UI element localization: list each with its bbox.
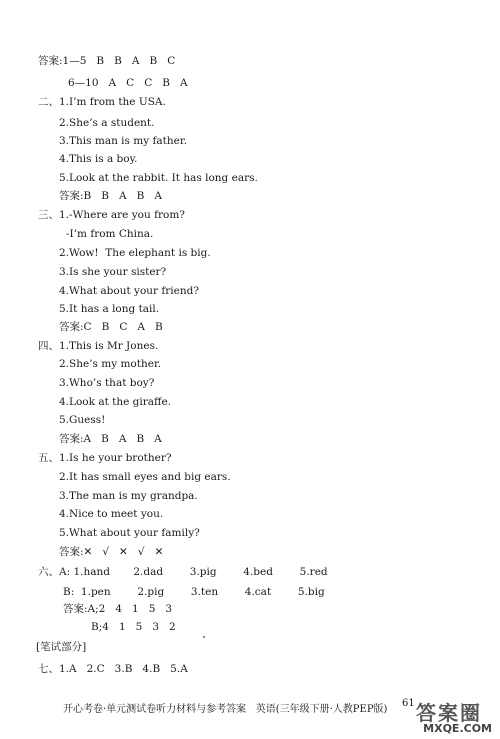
answer-line-1: 答案:1—5 B B A B C (38, 55, 176, 67)
section-6-row-b: B: 1.pen 2.pig 3.ten 4.cat 5.big (63, 586, 325, 598)
section-6-answer-b: B;4 1 5 3 2 (91, 621, 176, 633)
watermark-bottom: MXQE.COM (423, 722, 492, 735)
section-4-item-2: 2.She’s my mother. (59, 358, 162, 370)
section-3-item-5: 5.It has a long tail. (59, 303, 160, 315)
section-3-item-4: 4.What about your friend? (59, 285, 199, 297)
section-5-item-5: 5.What about your family? (59, 527, 200, 539)
section-5-answer: 答案:✕ √ ✕ √ ✕ (59, 546, 164, 558)
section-3-item-2: 2.Wow! The elephant is big. (59, 247, 211, 259)
section-2-item-5: 5.Look at the rabbit. It has long ears. (59, 172, 258, 184)
section-3-heading: 三、1.-Where are you from? (38, 209, 185, 221)
section-5-heading: 五、1.Is he your brother? (38, 452, 172, 464)
section-4-item-3: 3.Who’s that boy? (59, 377, 155, 389)
section-2-item-4: 4.This is a boy. (59, 153, 138, 165)
section-4-item-5: 5.Guess! (59, 414, 106, 426)
stray-dot (203, 636, 205, 638)
section-4-answer: 答案:A B A B A (59, 433, 162, 445)
section-3-item-3: 3.Is she your sister? (59, 266, 167, 278)
section-2-item-3: 3.This man is my father. (59, 135, 188, 147)
section-5-item-4: 4.Nice to meet you. (59, 508, 164, 520)
section-6-answer-a: 答案:A;2 4 1 5 3 (63, 603, 173, 615)
section-7-answers: 七、1.A 2.C 3.B 4.B 5.A (38, 663, 188, 675)
section-6-row-a: 六、A: 1.hand 2.dad 3.pig 4.bed 5.red (38, 566, 328, 578)
written-section-label: [笔试部分] (36, 641, 87, 653)
section-4-heading: 四、1.This is Mr Jones. (38, 340, 159, 352)
page-number: 61 (402, 698, 415, 709)
page-footer: 开心考卷·单元测试卷听力材料与参考答案 英语(三年级下册·人教PEP版) (63, 704, 388, 715)
answer-line-2: 6—10 A C C B A (68, 77, 188, 89)
watermark-top: 答案圈 (416, 701, 482, 725)
section-4-item-4: 4.Look at the giraffe. (59, 396, 172, 408)
section-2-item-2: 2.She’s a student. (59, 117, 155, 129)
section-3-answer: 答案:C B C A B (59, 321, 163, 333)
section-2-heading: 二、1.I’m from the USA. (38, 96, 166, 108)
section-5-item-2: 2.It has small eyes and big ears. (59, 471, 231, 483)
section-5-item-3: 3.The man is my grandpa. (59, 490, 198, 502)
section-3-item-1b: -I’m from China. (66, 228, 154, 240)
watermark-logo (397, 697, 492, 735)
section-2-answer: 答案:B B A B A (59, 190, 162, 202)
